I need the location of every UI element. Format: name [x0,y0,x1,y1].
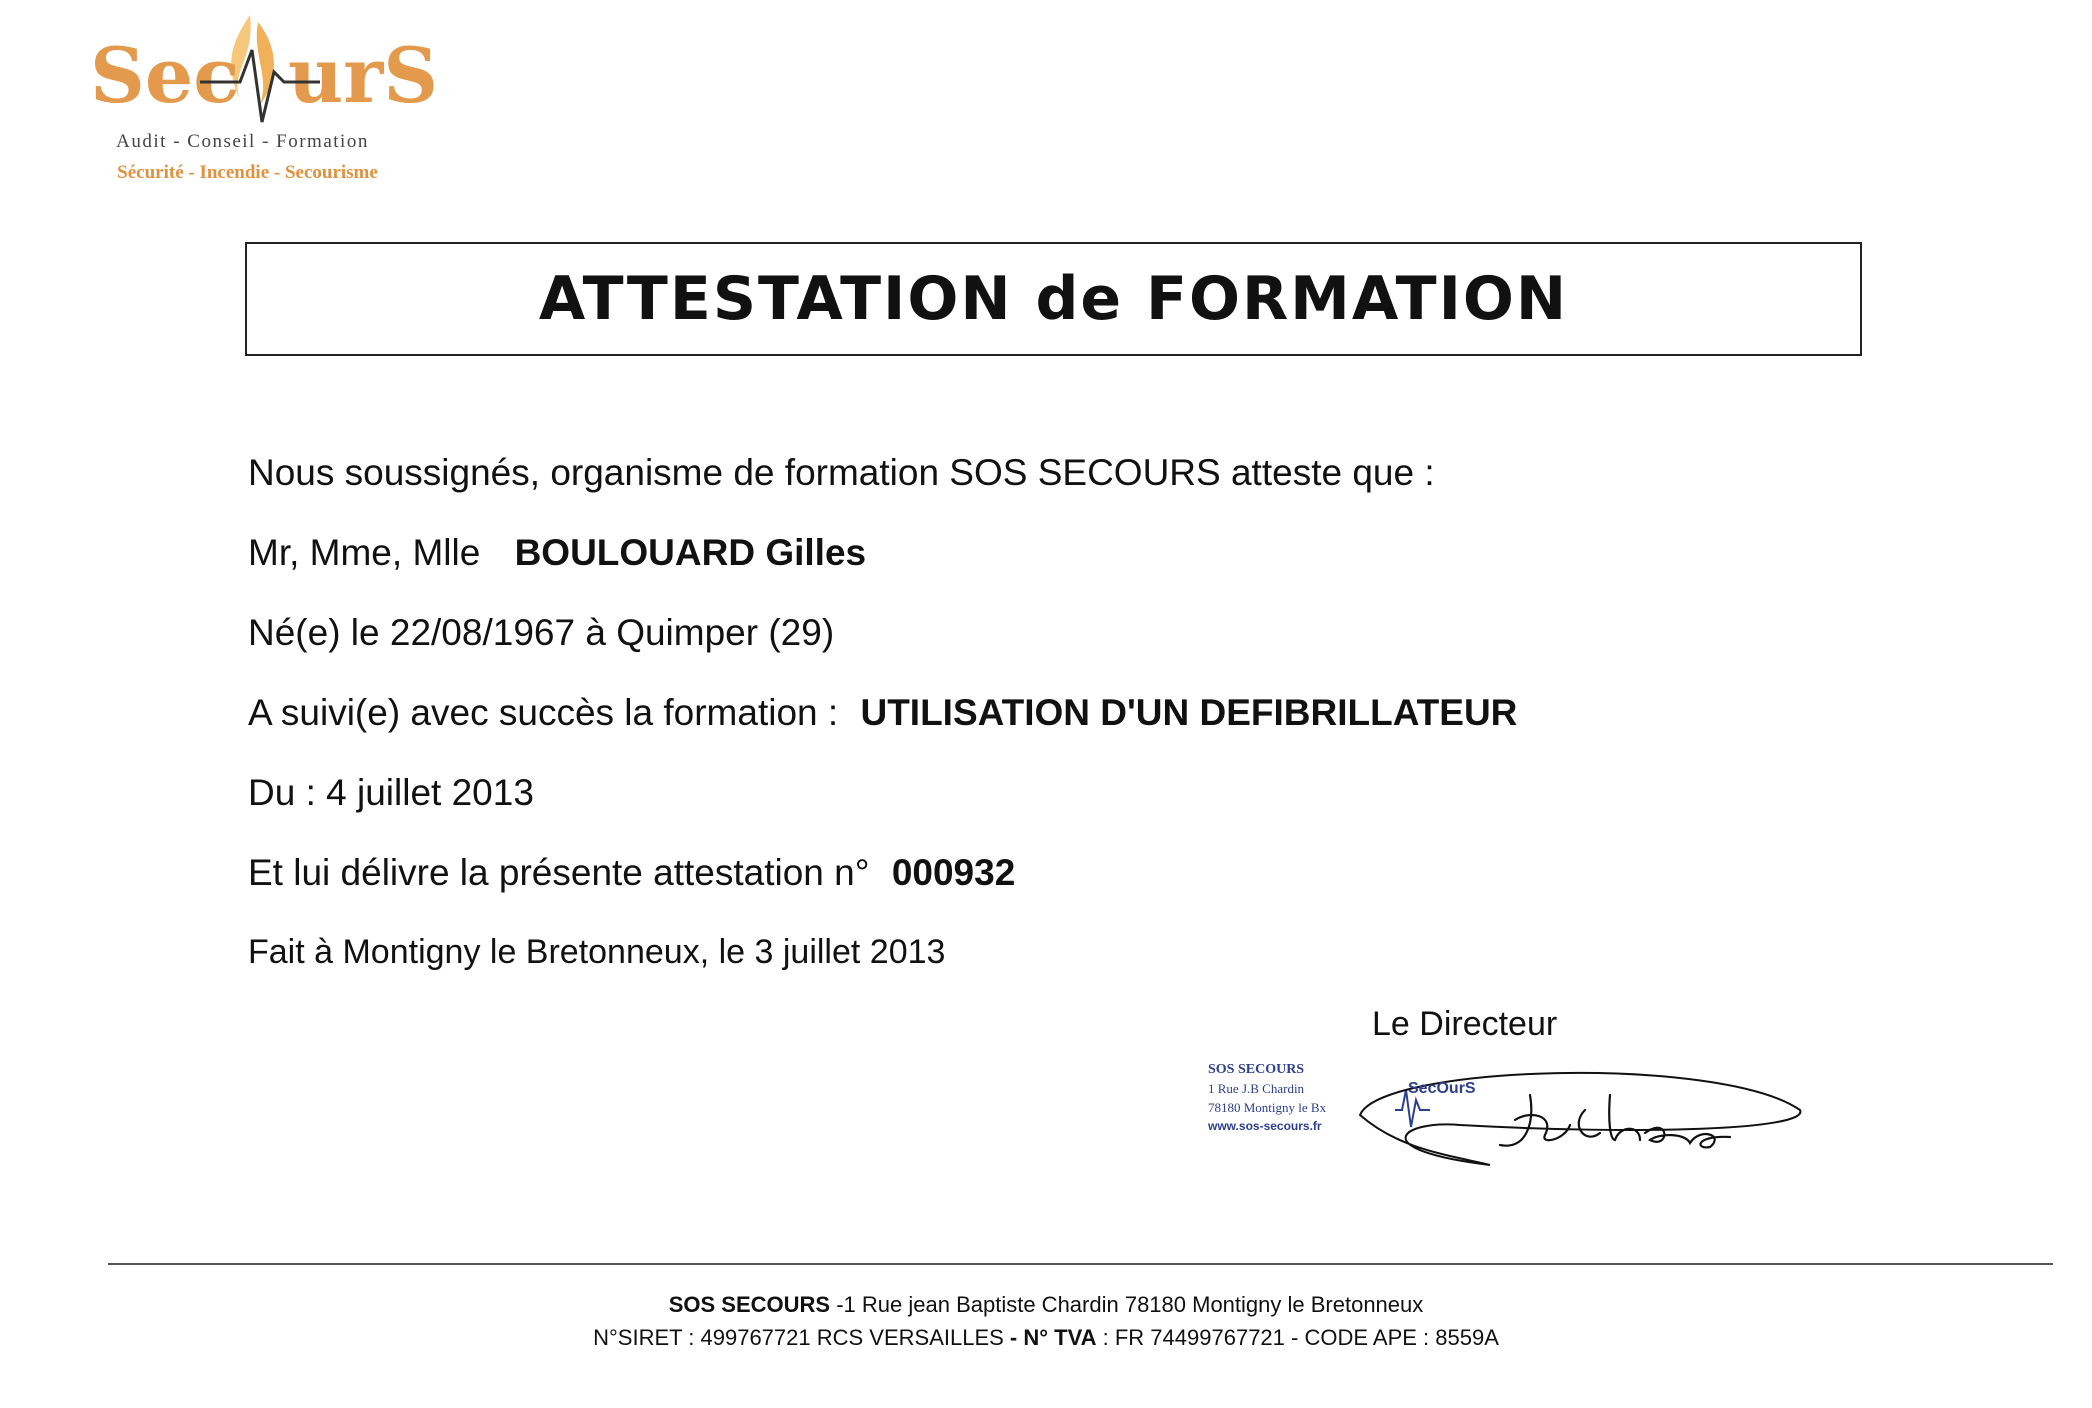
footer-tva-rest: : FR 74499767721 - CODE APE : 8559A [1096,1325,1499,1350]
svg-text:urS: urS [288,31,439,120]
footer-address-text: -1 Rue jean Baptiste Chardin 78180 Montigny le Bretonneux [830,1292,1424,1317]
certificate-number: 000932 [891,852,1016,893]
company-stamp [1208,1060,1326,1136]
training-line [248,692,1517,734]
stamp-line: SOS SECOURS [1208,1062,1305,1077]
footer-tva-label: - N° TVA [1003,1325,1097,1350]
footer-legal [0,1325,2092,1351]
training-date-line: Du : 4 juillet 2013 [248,772,534,813]
svg-text:Sec: Sec [90,31,240,120]
certificate-prefix: Et lui délivre la présente attestation n° [248,852,870,893]
logo-domains: Sécurité - Incendie - Secourisme [117,162,378,183]
title-box [245,242,1862,356]
stamp-line: www.sos-secours.fr [1208,1119,1322,1133]
civility-label: Mr, Mme, Mlle [248,532,481,573]
birth-line: Né(e) le 22/08/1967 à Quimper (29) [248,612,835,653]
footer-company: SOS SECOURS [668,1292,831,1317]
intro-line: Nous soussignés, organisme de formation SOS SECOURS atteste que : [248,452,1435,493]
trainee-line [248,532,866,574]
training-prefix: A suivi(e) avec succès la formation : [248,692,839,733]
company-logo [80,10,439,185]
footer-divider [108,1263,2053,1265]
footer-siret: N°SIRET : 499767721 RCS VERSAILLES [593,1325,1004,1350]
document-title: ATTESTATION de FORMATION [538,264,1569,334]
certificate-line [248,852,1015,894]
handwritten-signature [1340,1055,1820,1175]
stamp-line: 78180 Montigny le Bx [1208,1100,1327,1115]
trainee-name: BOULOUARD Gilles [514,532,867,573]
logo-tagline: Audit - Conseil - Formation [116,131,369,152]
director-label: Le Directeur [1372,1005,1558,1043]
footer-address [0,1292,2092,1318]
training-name: UTILISATION D'UN DEFIBRILLATEUR [860,692,1518,733]
stamp-logo: SecOurS [1408,1080,1476,1097]
made-at-line: Fait à Montigny le Bretonneux, le 3 juillet 2013 [248,933,946,971]
logo-graphic [80,10,439,130]
stamp-line: 1 Rue J.B Chardin [1208,1081,1305,1096]
